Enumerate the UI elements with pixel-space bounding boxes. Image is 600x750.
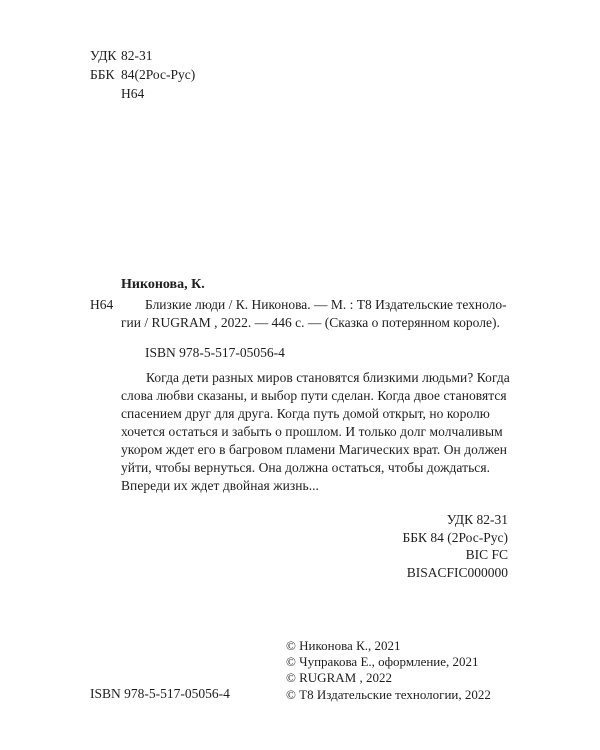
udk-label: УДК: [90, 48, 117, 63]
author-code: Н64: [90, 297, 114, 312]
copyright-line: © RUGRAM , 2022: [286, 670, 392, 686]
classification-line: BISACFIC000000: [406, 564, 508, 580]
copyright-line: © Т8 Издательские технологии, 2022: [286, 686, 491, 702]
udk-top: [90, 47, 153, 64]
description-line-2: гии / RUGRAM , 2022. — 446 с. — (Сказка о потерянном короле).: [121, 315, 500, 330]
annotation-line: Когда дети разных миров становятся близкими людьми? Когда: [146, 370, 510, 385]
bbk-label: ББК: [90, 67, 115, 82]
bbk-value: 84(2Рос-Рус): [121, 67, 196, 82]
author-code-top: Н64: [121, 86, 145, 101]
udk-value: 82-31: [121, 48, 153, 63]
copyright-block: [286, 638, 491, 703]
annotation-line: Впереди их ждет двойная жизнь...: [121, 478, 319, 493]
copyright-line: © Никонова К., 2021: [286, 638, 401, 653]
bbk-top: [90, 66, 195, 83]
author-heading: Никонова, К.: [121, 277, 205, 292]
classification-line: УДК 82-31: [446, 512, 508, 527]
classification-line: BIC FC: [465, 547, 508, 562]
classification-right: [403, 511, 509, 581]
isbn-record: ISBN 978-5-517-05056-4: [145, 345, 285, 360]
isbn-bottom: ISBN 978-5-517-05056-4: [90, 686, 230, 701]
annotation-line: спасением друг для друга. Когда путь домой открыт, но королю: [121, 406, 490, 421]
annotation-line: укором ждет его в багровом пламени Магических врат. Он должен: [121, 442, 508, 457]
classification-line: ББК 84 (2Рос-Рус): [402, 529, 508, 545]
annotation-line: уйти, чтобы вернуться. Она должна остаться, чтобы дождаться.: [121, 460, 491, 475]
description-line-1: Близкие люди / К. Никонова. — М. : Т8 Издательские техноло-: [145, 297, 507, 312]
copyright-line: © Чупракова Е., оформление, 2021: [286, 654, 479, 670]
annotation-line: хочется остаться и забыть о прошлом. И только долг молчаливым: [121, 424, 503, 439]
annotation-line: слова любви сказаны, и выбор пути сделан. Когда двое становятся: [121, 388, 507, 403]
